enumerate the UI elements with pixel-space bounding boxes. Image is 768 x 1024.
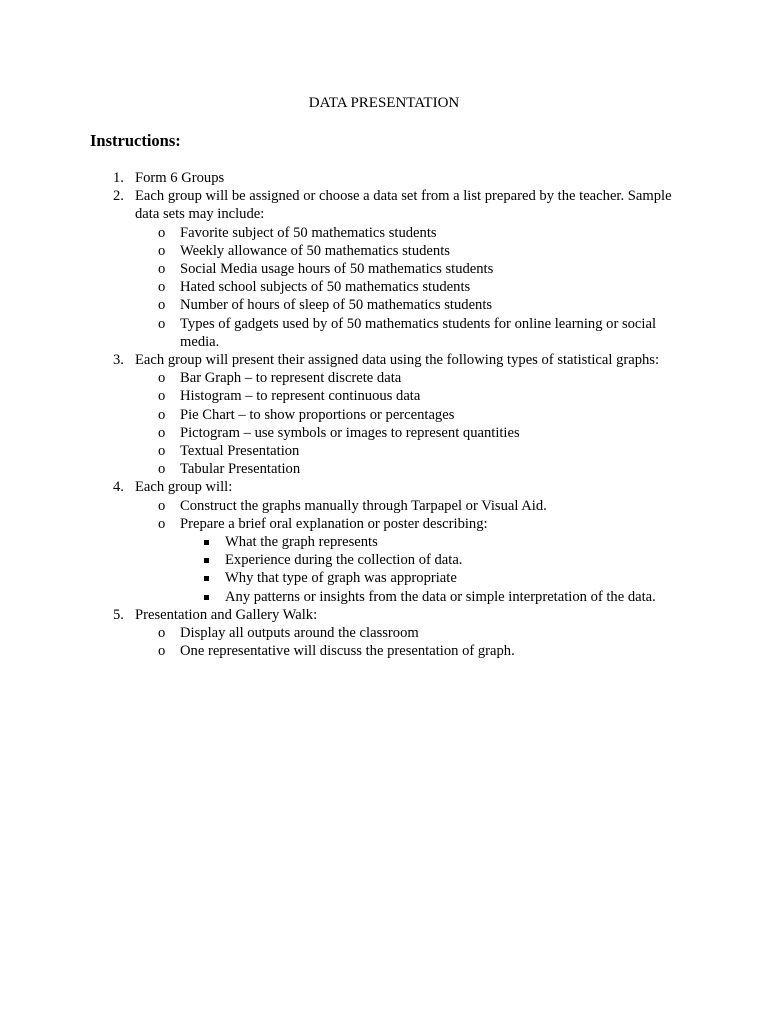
sub-list-item — [135, 387, 682, 405]
circle-bullet-icon: o — [158, 297, 166, 314]
subsub-list-item-text: Experience during the collection of data. — [225, 552, 463, 569]
sub-list-item-text: One representative will discuss the presentation of graph. — [180, 643, 515, 660]
sub-list-item — [135, 406, 682, 424]
circle-bullet-icon: o — [158, 224, 166, 241]
sub-list-item — [135, 624, 682, 642]
list-item-text: Each group will present their assigned data using the following types of statistical graphs: — [135, 352, 660, 369]
document-title: DATA PRESENTATION — [308, 95, 460, 111]
circle-bullet-icon: o — [158, 443, 166, 460]
sub-list-item-text: Prepare a brief oral explanation or poster describing: — [180, 515, 488, 532]
sub-list-item — [135, 460, 682, 478]
instructions-heading: Instructions: — [90, 131, 181, 150]
subsub-list-item — [180, 551, 682, 569]
circle-bullet-icon: o — [158, 370, 166, 387]
list-number: 3. — [113, 352, 124, 369]
subsub-list-item-text: What the graph represents — [225, 534, 378, 551]
sub-list-item — [135, 278, 682, 296]
list-item-text: Presentation and Gallery Walk: — [135, 606, 318, 623]
circle-bullet-icon: o — [158, 279, 166, 296]
sub-list-item — [135, 424, 682, 442]
square-bullet-icon — [204, 558, 209, 563]
sub-list-item-text: Social Media usage hours of 50 mathematics students — [180, 261, 494, 278]
list-item-4 — [0, 478, 768, 605]
sub-list-item-text: Pictogram – use symbols or images to represent quantities — [180, 424, 520, 441]
list-item-5 — [0, 606, 768, 661]
sub-list-item — [135, 315, 682, 351]
subsub-list-item-text: Any patterns or insights from the data or simple interpretation of the data. — [225, 588, 656, 605]
sub-list-item — [135, 369, 682, 387]
explanation-topics-list — [180, 533, 682, 606]
list-number: 4. — [113, 479, 124, 496]
list-item-1 — [0, 169, 768, 187]
circle-bullet-icon: o — [158, 388, 166, 405]
sub-list-item — [135, 260, 682, 278]
graph-types-list — [135, 369, 682, 478]
list-item-2 — [0, 187, 768, 351]
list-item-text: Form 6 Groups — [135, 170, 225, 186]
circle-bullet-icon: o — [158, 406, 166, 423]
circle-bullet-icon: o — [158, 424, 166, 441]
instructions-list — [0, 169, 768, 660]
subsub-list-item-text: Why that type of graph was appropriate — [225, 570, 457, 587]
sub-list-item-text: Display all outputs around the classroom — [180, 625, 419, 642]
square-bullet-icon — [204, 540, 209, 545]
list-item-3 — [0, 351, 768, 478]
circle-bullet-icon: o — [158, 261, 166, 278]
circle-bullet-icon: o — [158, 643, 166, 660]
sub-list-item — [135, 442, 682, 460]
sub-list-item — [135, 242, 682, 260]
list-number: 2. — [113, 188, 124, 205]
sub-list-item-text: Textual Presentation — [180, 443, 300, 460]
sub-list-item-text: Favorite subject of 50 mathematics students — [180, 224, 437, 241]
circle-bullet-icon: o — [158, 515, 166, 532]
sample-data-sets-list — [135, 224, 682, 351]
circle-bullet-icon: o — [158, 242, 166, 259]
sub-list-item-text: Number of hours of sleep of 50 mathematics students — [180, 297, 493, 314]
sub-list-item-text: Tabular Presentation — [180, 461, 301, 478]
sub-list-item — [135, 642, 682, 660]
circle-bullet-icon: o — [158, 625, 166, 642]
circle-bullet-icon: o — [158, 497, 166, 514]
square-bullet-icon — [204, 576, 209, 581]
list-item-text: Each group will: — [135, 479, 233, 496]
list-number: 1. — [113, 170, 124, 186]
sub-list-item-text: Histogram – to represent continuous data — [180, 388, 421, 405]
list-item-text: Each group will be assigned or choose a data set from a list prepared by the teacher. Sample data sets may include: — [135, 188, 672, 223]
subsub-list-item — [180, 569, 682, 587]
square-bullet-icon — [204, 595, 209, 600]
gallery-walk-list — [135, 624, 682, 660]
list-number: 5. — [113, 606, 124, 623]
circle-bullet-icon: o — [158, 315, 166, 332]
sub-list-item-text: Bar Graph – to represent discrete data — [180, 370, 402, 387]
circle-bullet-icon: o — [158, 461, 166, 478]
sub-list-item — [135, 497, 682, 515]
sub-list-item-text: Construct the graphs manually through Tarpapel or Visual Aid. — [180, 497, 547, 514]
subsub-list-item — [180, 533, 682, 551]
sub-list-item — [135, 296, 682, 314]
sub-list-item — [135, 515, 682, 606]
sub-list-item — [135, 224, 682, 242]
subsub-list-item — [180, 588, 682, 606]
sub-list-item-text: Weekly allowance of 50 mathematics students — [180, 242, 450, 259]
sub-list-item-text: Pie Chart – to show proportions or percentages — [180, 406, 455, 423]
sub-list-item-text: Hated school subjects of 50 mathematics students — [180, 279, 471, 296]
sub-list-item-text: Types of gadgets used by of 50 mathematics students for online learning or social media. — [180, 315, 656, 350]
group-tasks-list — [135, 497, 682, 606]
